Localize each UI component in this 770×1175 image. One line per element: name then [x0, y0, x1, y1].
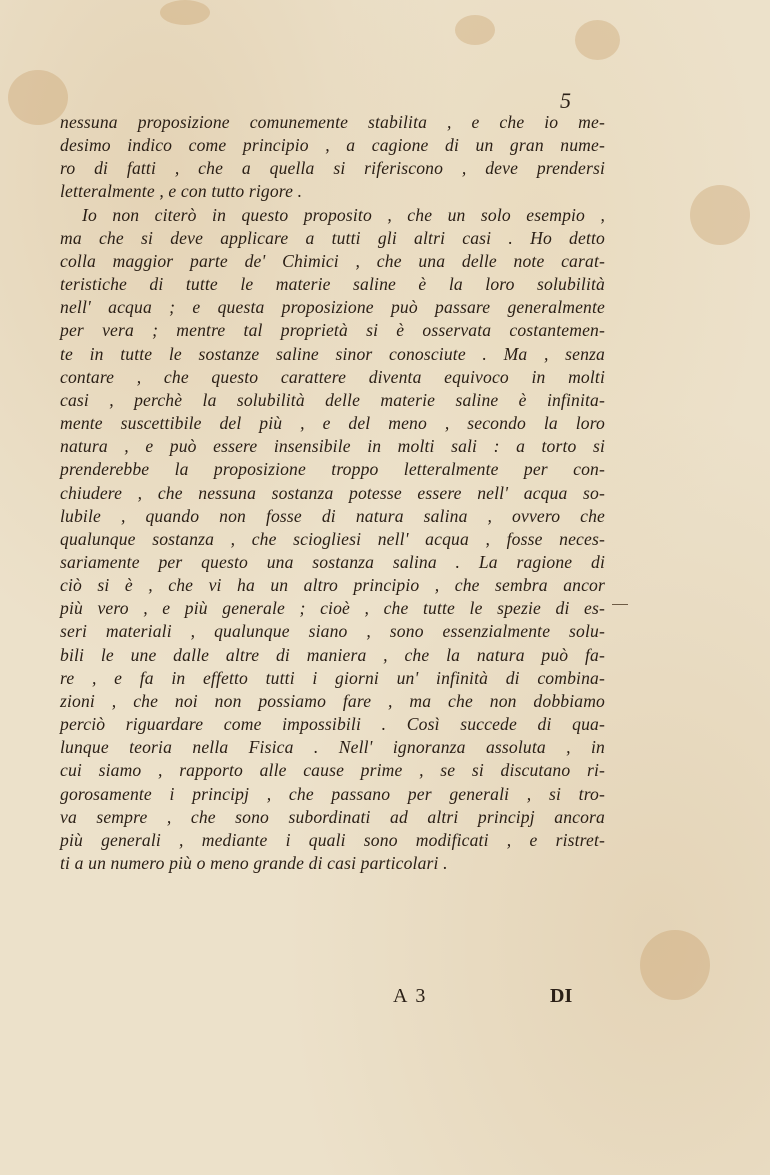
text-line: ro di fatti , che a quella si riferiscono , deve prendersi	[60, 158, 605, 179]
text-line: teristiche di tutte le materie saline è la loro solubilità	[60, 274, 605, 295]
text-line: sariamente per questo una sostanza salina . La ragione di	[60, 551, 605, 572]
text-line: perciò riguardare come impossibili . Così succede di qua-	[60, 714, 605, 735]
catchword: DI	[550, 985, 573, 1007]
text-line: desimo indico come principio , a cagione di un gran nume-	[60, 135, 605, 156]
text-line: lunque teoria nella Fisica . Nell' ignoranza assoluta , in	[60, 737, 605, 758]
text-line: chiudere , che nessuna sostanza potesse essere nell' acqua so-	[60, 482, 605, 503]
signature-mark: A 3	[393, 985, 428, 1007]
text-line: più vero , e più generale ; cioè , che tutte le spezie di es-	[60, 598, 605, 619]
foxing-stain	[575, 20, 620, 60]
page-footer	[0, 985, 770, 1015]
text-line: nell' acqua ; e questa proposizione può passare generalmente	[60, 297, 605, 318]
text-line: te in tutte le sostanze saline sinor conosciute . Ma , senza	[60, 343, 605, 364]
text-line: più generali , mediante i quali sono modificati , e ristret-	[60, 829, 605, 850]
text-line: zioni , che noi non possiamo fare , ma che non dobbiamo	[60, 690, 605, 711]
text-line: ti a un numero più o meno grande di casi particolari .	[60, 853, 448, 873]
margin-mark	[612, 604, 628, 605]
body-text	[60, 111, 605, 875]
text-line: cui siamo , rapporto alle cause prime , se si discutano ri-	[60, 760, 605, 781]
text-line: seri materiali , qualunque siano , sono essenzialmente solu-	[60, 621, 605, 642]
text-line: va sempre , che sono subordinati ad altri principj ancora	[60, 806, 605, 827]
text-line: lubile , quando non fosse di natura salina , ovvero che	[60, 505, 605, 526]
text-line: Io non citerò in questo proposito , che un solo esempio ,	[82, 204, 605, 225]
text-line: qualunque sostanza , che sciogliesi nell' acqua , fosse neces-	[60, 528, 605, 549]
text-line: natura , e può essere insensibile in molti sali : a torto si	[60, 436, 605, 457]
text-line: casi , perchè la solubilità delle materie saline è infinita-	[60, 389, 605, 410]
text-line: ma che si deve applicare a tutti gli altri casi . Ho detto	[60, 227, 605, 248]
foxing-stain	[8, 70, 68, 125]
text-line: per vera ; mentre tal proprietà si è osservata costantemen-	[60, 320, 605, 341]
text-line: mente suscettibile del più , e del meno , secondo la loro	[60, 413, 605, 434]
text-line: bili le une dalle altre di maniera , che la natura può fa-	[60, 644, 605, 665]
text-line: nessuna proposizione comunemente stabilita , e che io me-	[60, 112, 605, 132]
page-number: 5	[560, 88, 571, 113]
foxing-stain	[160, 0, 210, 25]
text-line: re , e fa in effetto tutti i giorni un' infinità di combina-	[60, 667, 605, 688]
text-line: ciò si è , che vi ha un altro principio , che sembra ancor	[60, 575, 605, 596]
text-line: letteralmente , e con tutto rigore .	[60, 181, 303, 202]
foxing-stain	[690, 185, 750, 245]
text-line: gorosamente i principj , che passano per generali , si tro-	[60, 783, 605, 804]
text-line: prenderebbe la proposizione troppo letteralmente per con-	[60, 459, 605, 480]
text-line: contare , che questo carattere diventa equivoco in molti	[60, 366, 605, 387]
text-line: colla maggior parte de' Chimici , che una delle note carat-	[60, 250, 605, 271]
foxing-stain	[455, 15, 495, 45]
